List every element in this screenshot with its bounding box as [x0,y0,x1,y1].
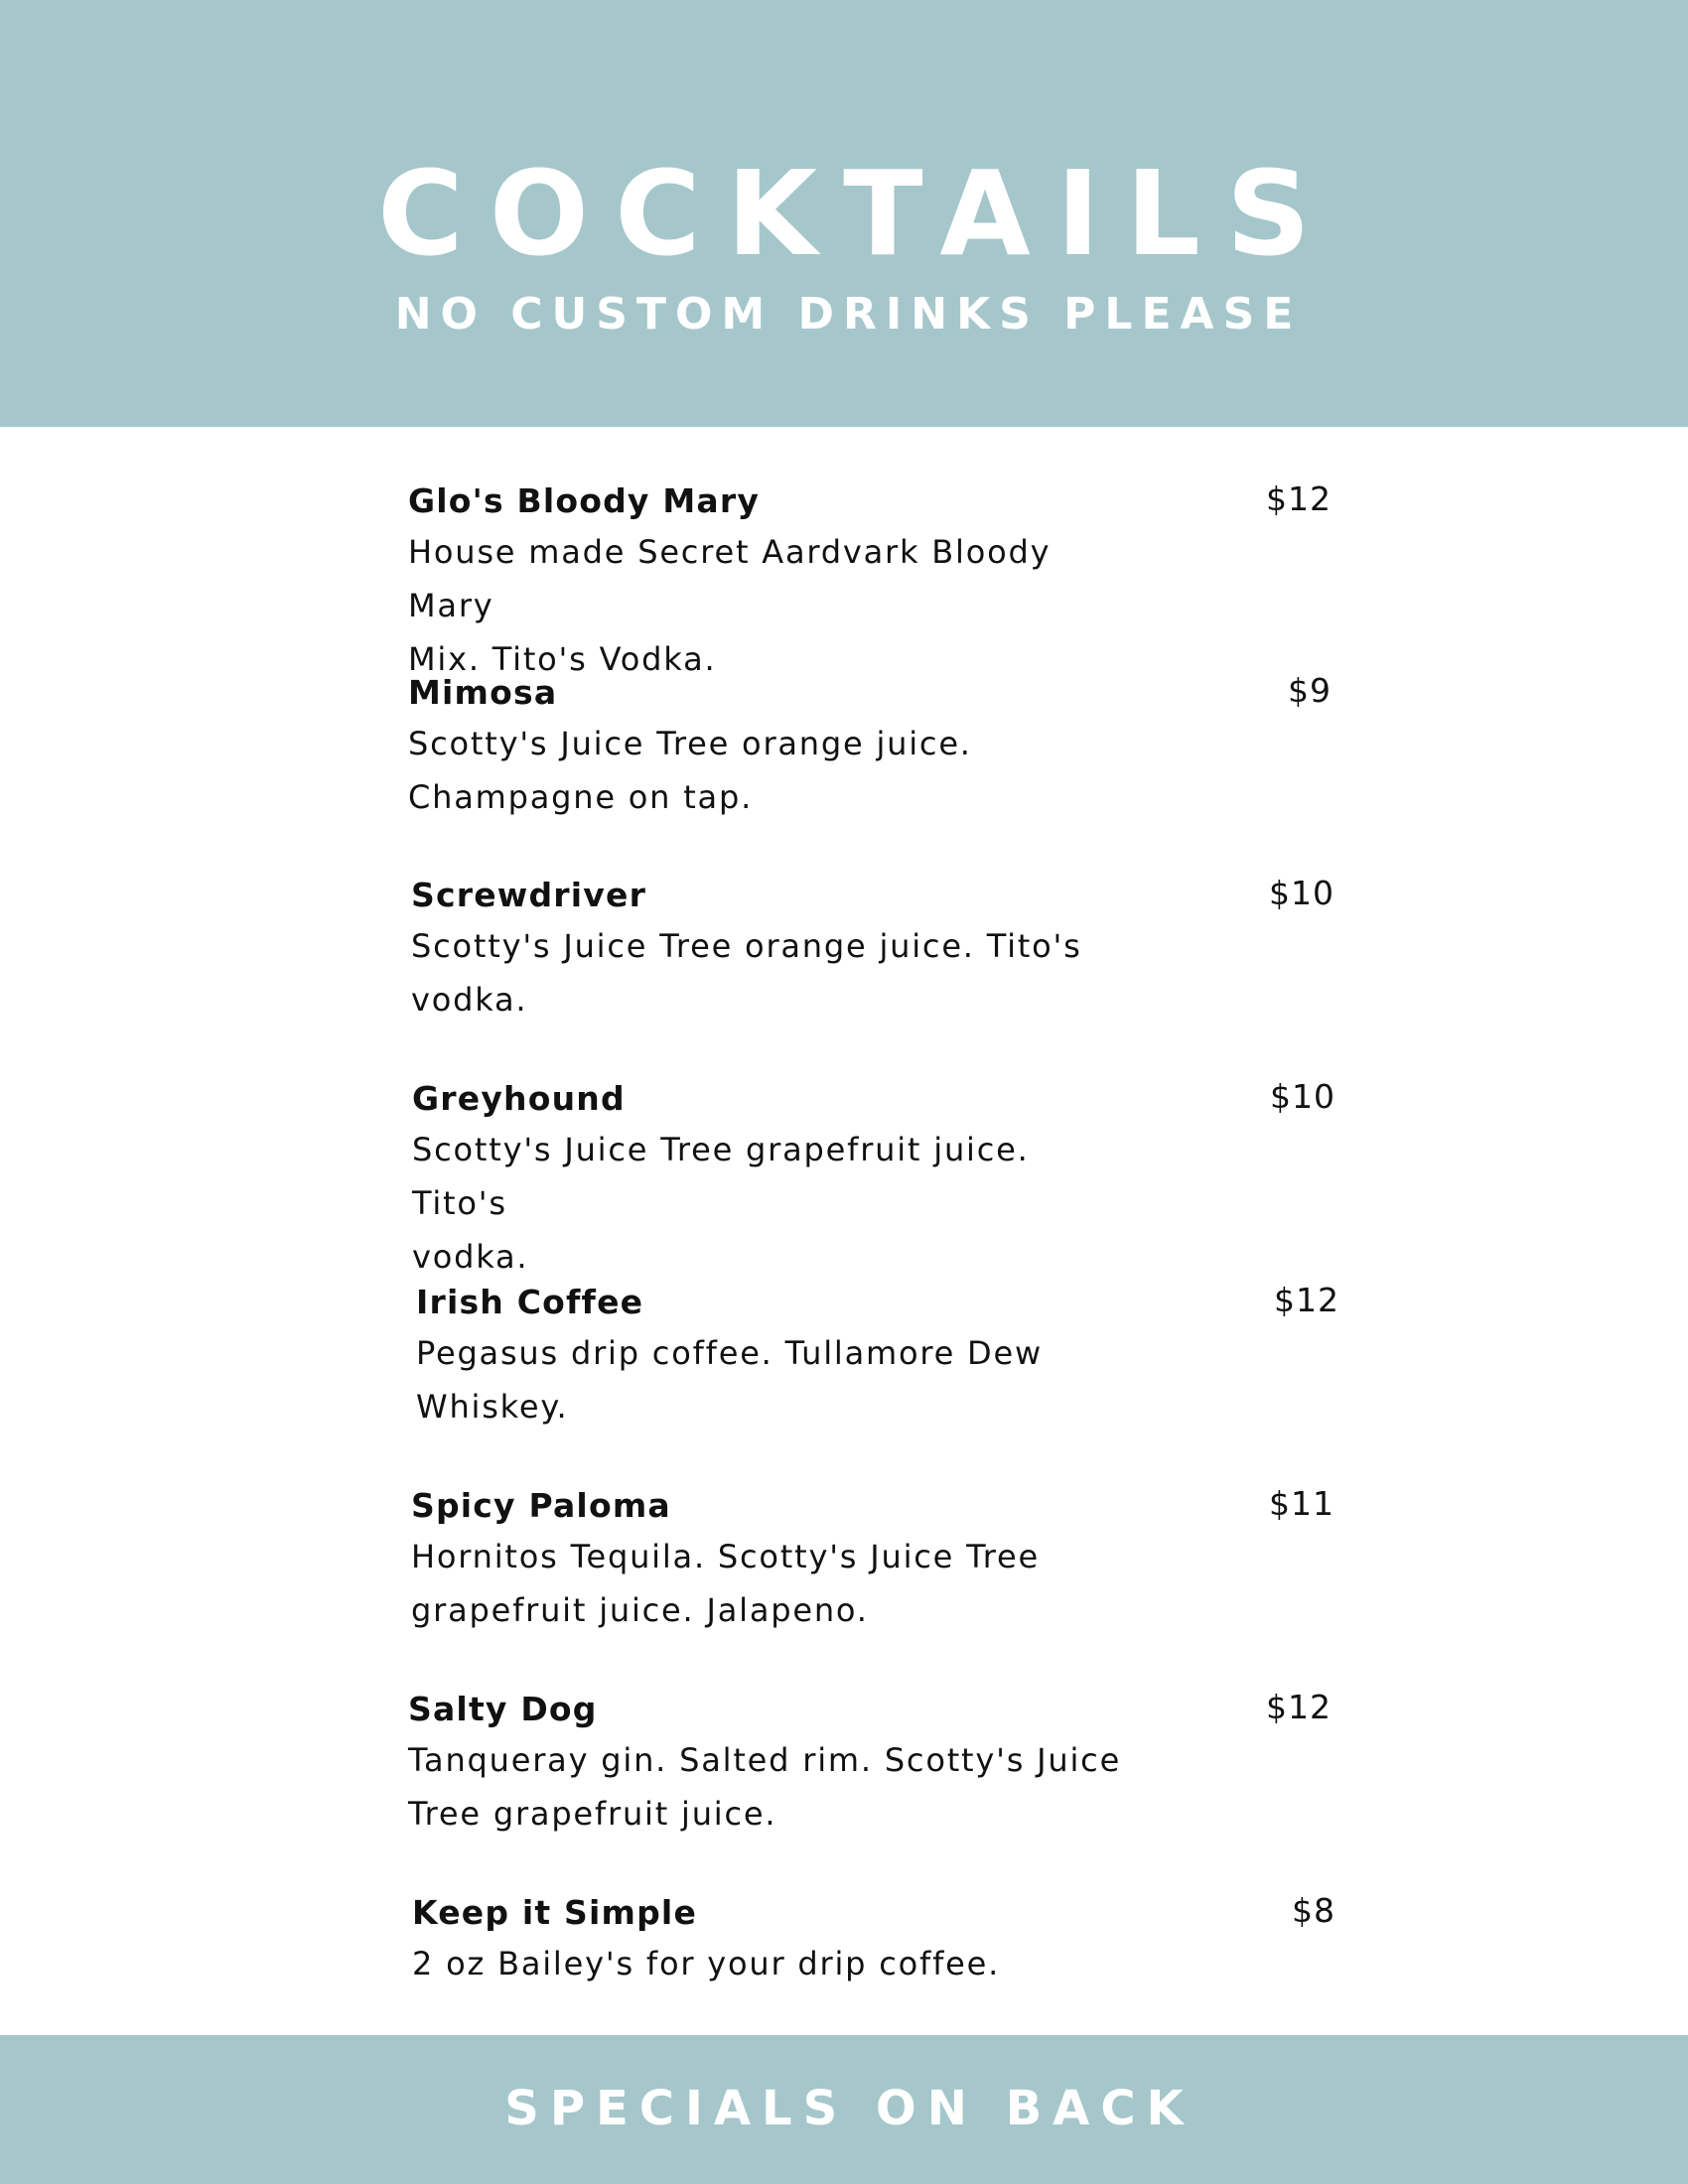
menu-item-name: Salty Dog [408,1690,598,1728]
menu-item-description: Pegasus drip coffee. Tullamore Dew Whiskey. [416,1334,1043,1426]
menu-item-price: $12 [1266,1688,1332,1726]
menu-item-description: Hornitos Tequila. Scotty's Juice Tree grapefruit juice. Jalapeno. [411,1538,1040,1629]
menu-item-price: $8 [1292,1891,1336,1930]
menu-item-description: House made Secret Aardvark Bloody Mary Mix. Tito's Vodka. [408,533,1052,678]
page-subtitle: NO CUSTOM DRINKS PLEASE [394,289,1303,340]
menu-item-description: Scotty's Juice Tree orange juice. Champagne on tap. [408,725,972,816]
menu-item-name: Mimosa [408,673,558,712]
menu-item-price: $10 [1269,874,1335,912]
menu-item-name: Screwdriver [411,876,647,914]
page-title: COCKTAILS [377,145,1336,282]
menu-item-price: $9 [1288,671,1332,710]
header-banner [0,0,1688,427]
menu-item-price: $11 [1269,1484,1335,1523]
menu-item-description: 2 oz Bailey's for your drip coffee. [412,1945,1001,1982]
menu-item-name: Spicy Paloma [411,1486,671,1525]
menu-item-name: Greyhound [412,1079,626,1118]
footer-note: SPECIALS ON BACK [504,2081,1195,2136]
footer-banner [0,2035,1688,2184]
menu-item-description: Scotty's Juice Tree orange juice. Tito's vodka. [411,927,1082,1019]
menu-item-price: $12 [1266,479,1332,518]
menu-item-description: Scotty's Juice Tree grapefruit juice. Tito's vodka. [412,1131,1030,1276]
menu-item-name: Keep it Simple [412,1893,698,1932]
menu-item-price: $12 [1274,1281,1339,1319]
menu-item-name: Glo's Bloody Mary [408,481,761,520]
menu-item-price: $10 [1270,1077,1336,1116]
menu-item-description: Tanqueray gin. Salted rim. Scotty's Juice Tree grapefruit juice. [408,1741,1122,1833]
menu-item-name: Irish Coffee [416,1283,644,1321]
